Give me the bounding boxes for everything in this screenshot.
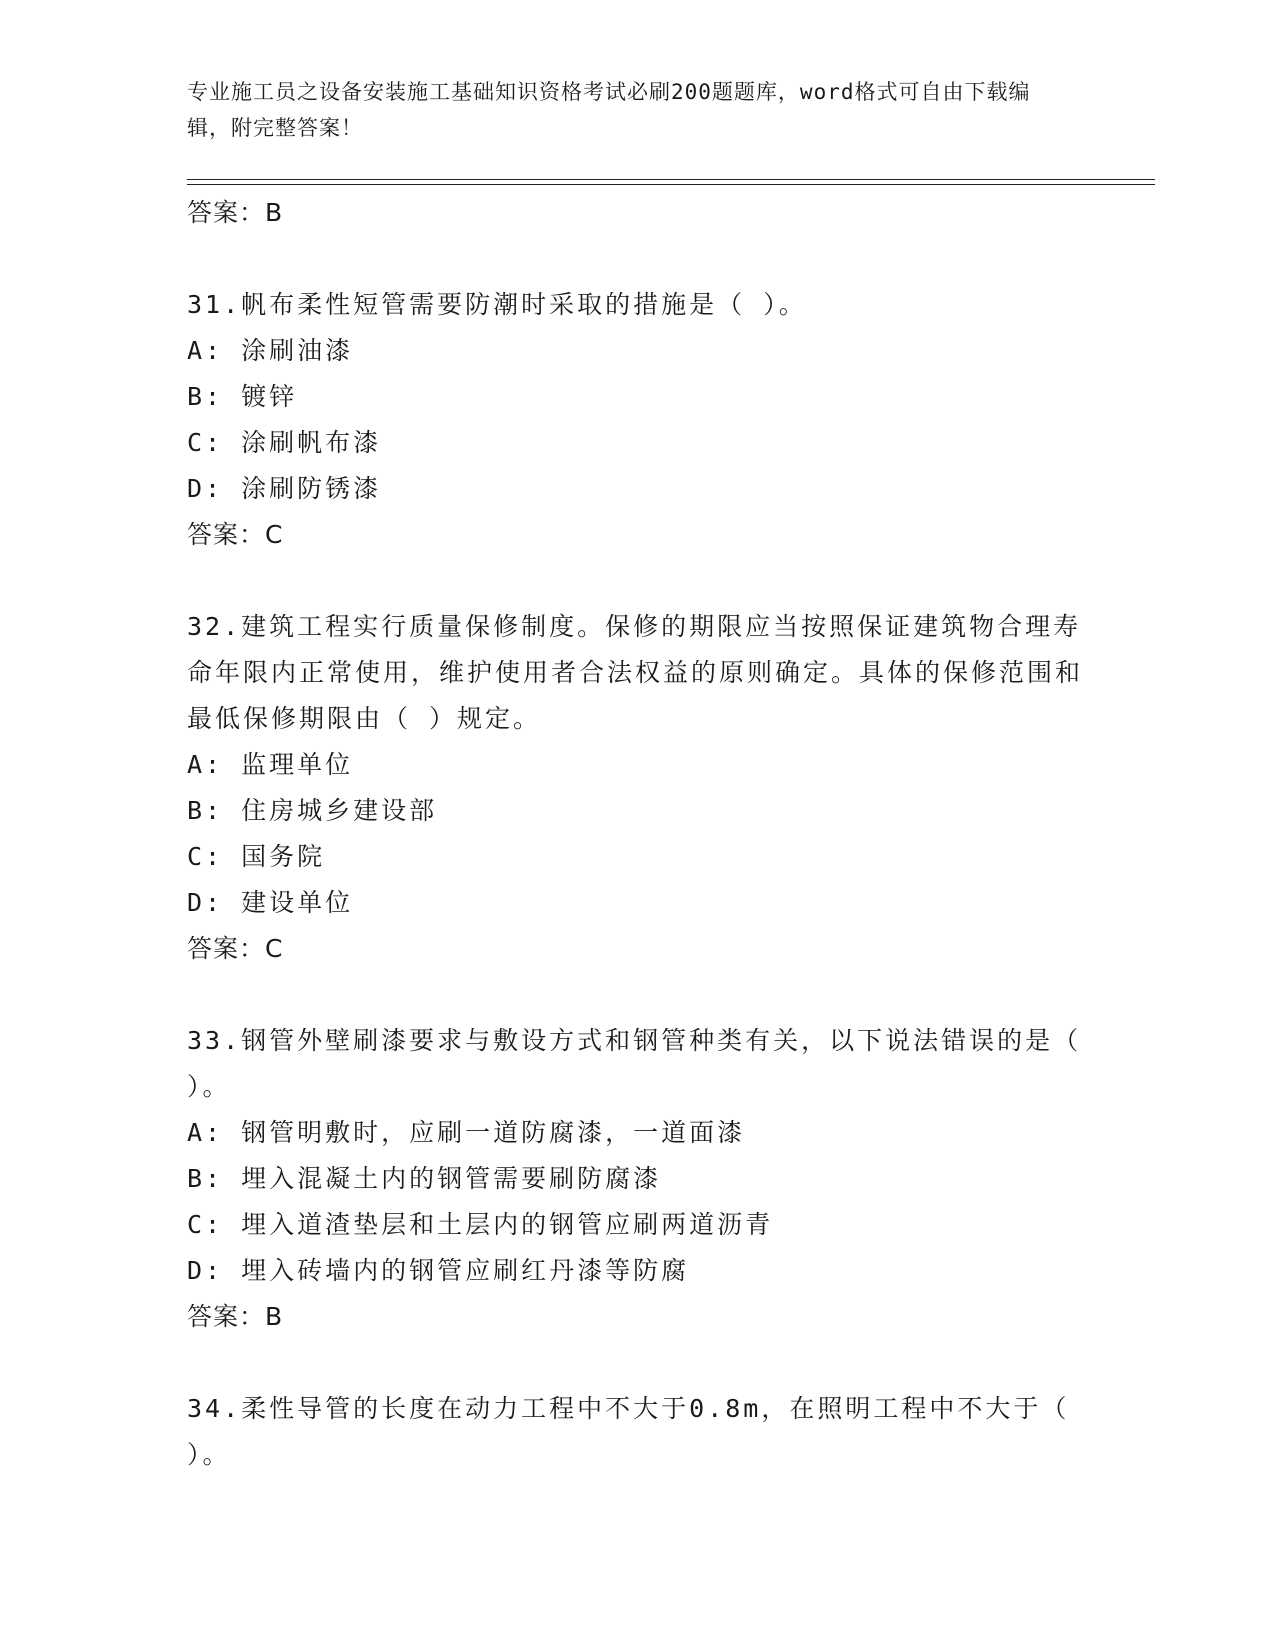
spacer [187, 1340, 1087, 1386]
option-a: A: 监理单位 [187, 750, 354, 779]
question-stem: 34.柔性导管的长度在动力工程中不大于0.8m，在照明工程中不大于（ ）。 [187, 1394, 1070, 1469]
spacer [187, 236, 1087, 282]
question-list [187, 190, 1087, 1478]
option-d: D: 埋入砖墙内的钢管应刷红丹漆等防腐 [187, 1256, 690, 1285]
answer-line: 答案：B [187, 198, 284, 227]
option-a: A: 涂刷油漆 [187, 336, 354, 365]
option-c: C: 国务院 [187, 842, 326, 871]
answer-line: 答案：C [187, 520, 284, 549]
option-d: D: 建设单位 [187, 888, 354, 917]
spacer [187, 558, 1087, 604]
question-stem: 32.建筑工程实行质量保修制度。保修的期限应当按照保证建筑物合理寿命年限内正常使用，维护使用者合法权益的原则确定。具体的保修范围和最低保修期限由（ ）规定。 [187, 612, 1084, 733]
option-c: C: 埋入道渣垫层和土层内的钢管应刷两道沥青 [187, 1210, 774, 1239]
option-c: C: 涂刷帆布漆 [187, 428, 382, 457]
option-d: D: 涂刷防锈漆 [187, 474, 382, 503]
question-item [187, 1386, 1087, 1478]
option-b: B: 镀锌 [187, 382, 298, 411]
question-stem: 33.钢管外壁刷漆要求与敷设方式和钢管种类有关，以下说法错误的是（ ）。 [187, 1026, 1082, 1101]
document-header-title: 专业施工员之设备安装施工基础知识资格考试必刷200题题库，word格式可自由下载编辑，附完整答案！ [187, 80, 1031, 140]
spacer [187, 972, 1087, 1018]
question-item [187, 282, 1087, 558]
question-item [187, 1018, 1087, 1340]
option-b: B: 埋入混凝土内的钢管需要刷防腐漆 [187, 1164, 662, 1193]
question-item [187, 604, 1087, 972]
question-stem: 31.帆布柔性短管需要防潮时采取的措施是（ ）。 [187, 290, 807, 319]
header-divider-top [187, 179, 1155, 180]
answer-line: 答案：B [187, 1302, 284, 1331]
header-divider-bottom [187, 184, 1155, 185]
option-b: B: 住房城乡建设部 [187, 796, 438, 825]
answer-line: 答案：C [187, 934, 284, 963]
option-a: A: 钢管明敷时，应刷一道防腐漆，一道面漆 [187, 1118, 746, 1147]
